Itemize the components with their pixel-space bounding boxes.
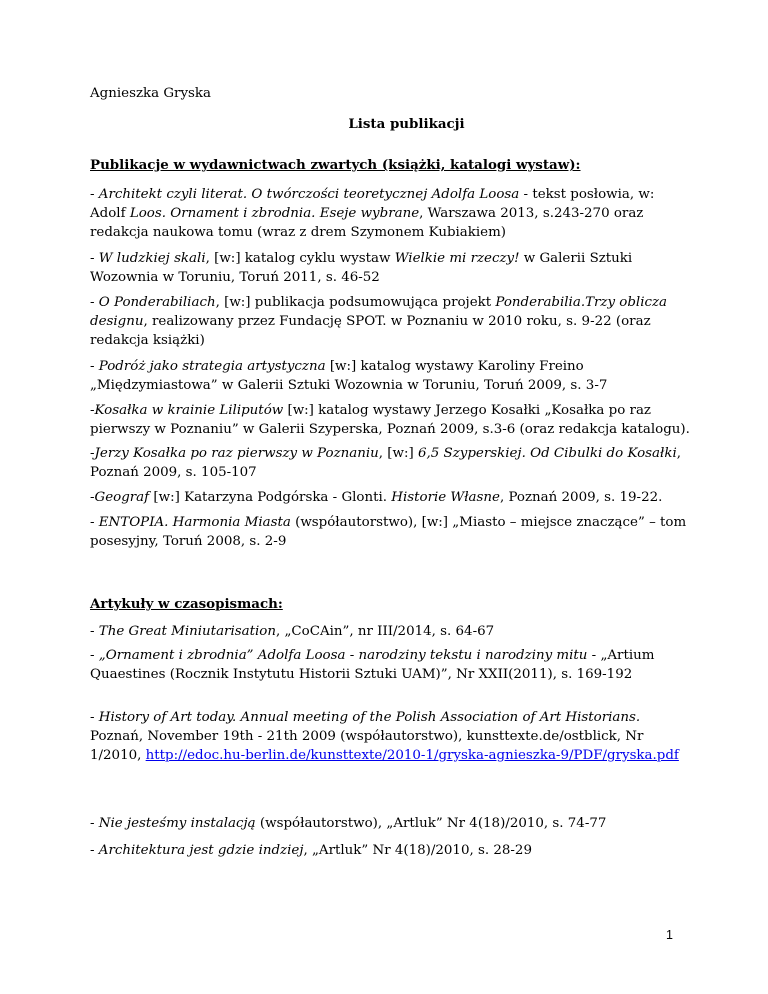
entry-text: Poznań, November 19th - 21th 2009 (współautorstwo), kunsttexte.de/ostblick, Nr 1/2010, [90, 729, 644, 763]
entry-text: , [w:] [378, 446, 418, 461]
entry-text: - [90, 816, 99, 831]
entry-text: - [90, 446, 95, 461]
publication-entry [90, 185, 690, 242]
section-heading-articles: Artykuły w czasopismach: [90, 596, 283, 612]
entry-text: - [90, 187, 99, 202]
entry-text: , [w:] publikacja podsumowująca projekt [215, 295, 496, 310]
entry-text: [w:] katalog wystawy Karoliny Freino „Międzymiastowa” w Galerii Sztuki Wozownia w Toruniu, Toruń 2009, s. 3-7 [90, 359, 608, 393]
entry-text: , Poznań 2009, s. 105-107 [90, 446, 682, 480]
publication-title: History of Art today. Annual meeting of the Polish Association of Art Historians. [98, 710, 641, 725]
publication-title: Kosałka w krainie Liliputów [94, 403, 284, 418]
entry-text: , Warszawa 2013, s.243-270 oraz redakcja naukowa tomu (wraz z drem Szymonem Kubiakiem) [90, 206, 644, 240]
entry-text: , „Artluk” Nr 4(18)/2010, s. 28-29 [303, 843, 532, 858]
entry-text: (współautorstwo), „Artluk” Nr 4(18)/2010, s. 74-77 [255, 816, 607, 831]
publication-title: O Ponderabiliach [98, 295, 216, 310]
publication-title: Nie jesteśmy instalacją [98, 816, 256, 831]
article-entry [90, 814, 690, 833]
entry-text: [w:] Katarzyna Podgórska - Glonti. [149, 490, 392, 505]
entry-text: - „Artium Quaestines (Rocznik Instytutu Historii Sztuki UAM)”, Nr XXII(2011), s. 169-192 [90, 648, 655, 682]
publication-entry [90, 293, 690, 350]
publication-entry [90, 488, 690, 507]
entry-text: - [90, 403, 95, 418]
entry-text: , [w:] katalog cyklu wystaw [205, 251, 395, 266]
entry-text: , „CoCAin”, nr III/2014, s. 64-67 [275, 624, 495, 639]
publication-title: Architektura jest gdzie indziej [98, 843, 304, 858]
entry-text: (współautorstwo), [w:] „Miasto – miejsce znaczące” – tom posesyjny, Toruń 2008, s. 2-9 [90, 515, 687, 549]
author-name: Agnieszka Gryska [90, 86, 211, 101]
entry-text: - [90, 295, 99, 310]
entry-text: - [90, 710, 99, 725]
publication-entry [90, 401, 690, 439]
publication-entry [90, 513, 690, 551]
entry-text: w Galerii Sztuki Wozownia w Toruniu, Toruń 2011, s. 46-52 [90, 251, 633, 285]
url-link[interactable]: http://edoc.hu-berlin.de/kunsttexte/2010-1/gryska-agnieszka-9/PDF/gryska.pdf [145, 748, 679, 763]
entry-text: - [90, 515, 99, 530]
publication-title: „Ornament i zbrodnia” Adolfa Loosa - narodziny tekstu i narodziny mitu [98, 648, 588, 663]
publication-title: The Great Miniutarisation [98, 624, 276, 639]
article-entry [90, 646, 690, 684]
entry-text: , Poznań 2009, s. 19-22. [499, 490, 663, 505]
entry-text: - tekst posłowia, w: Adolf [90, 187, 655, 221]
entry-text: - [90, 648, 99, 663]
entry-text: - [90, 624, 99, 639]
publication-title: Podróż jako strategia artystyczna [98, 359, 326, 374]
article-entry [90, 622, 690, 641]
entry-text: [w:] katalog wystawy Jerzego Kosałki „Kosałka po raz pierwszy w Poznaniu” w Galerii Szyperska, Poznań 2009, s.3-6 (oraz redakcja katalogu). [90, 403, 690, 437]
publication-title: Geograf [94, 490, 150, 505]
publication-title: Architekt czyli literat. O twórczości teoretycznej Adolfa Loosa [98, 187, 520, 202]
entry-text: , realizowany przez Fundację SPOT. w Poznaniu w 2010 roku, s. 9-22 (oraz redakcja książki) [90, 314, 651, 348]
entry-text: - [90, 251, 99, 266]
publication-title: Wielkie mi rzeczy! [394, 251, 520, 266]
publication-title: Historie Własne [391, 490, 500, 505]
publication-title: Ponderabilia.Trzy oblicza designu [90, 295, 668, 329]
entry-text: - [90, 490, 95, 505]
article-entry [90, 841, 690, 860]
document-title: Lista publikacji [348, 116, 465, 132]
publication-entry [90, 357, 690, 395]
publication-entry [90, 249, 690, 287]
publication-title: W ludzkiej skali [98, 251, 206, 266]
entry-text: - [90, 843, 99, 858]
entry-text: - [90, 359, 99, 374]
publication-title: Loos. Ornament i zbrodnia. Eseje wybrane [129, 206, 420, 221]
article-entry [90, 708, 690, 765]
publication-entry [90, 444, 690, 482]
page-number: 1 [666, 928, 673, 942]
publication-title: 6,5 Szyperskiej. Od Cibulki do Kosałki [417, 446, 677, 461]
publication-title: ENTOPIA. Harmonia Miasta [98, 515, 291, 530]
publication-title: Jerzy Kosałka po raz pierwszy w Poznaniu [94, 446, 379, 461]
section-heading-books: Publikacje w wydawnictwach zwartych (książki, katalogi wystaw): [90, 157, 581, 173]
